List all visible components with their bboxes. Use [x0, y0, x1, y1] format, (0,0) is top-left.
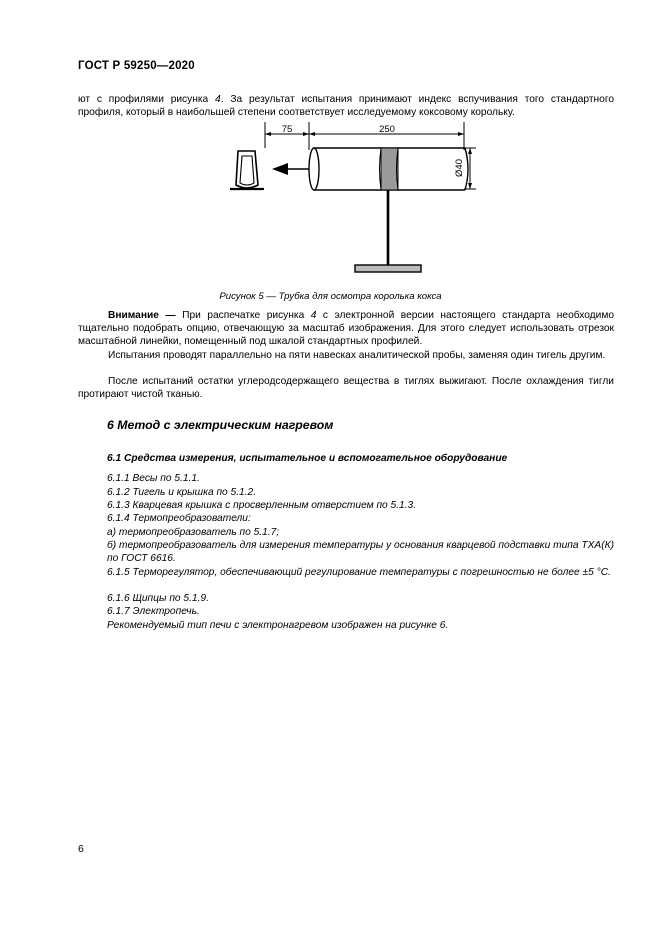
- document-header: ГОСТ Р 59250—2020: [78, 60, 195, 72]
- paragraph-after-tests: После испытаний остатки углеродсодержащего вещества в тиглях выжигают. После охлаждения тигли протирают чистой тканью.: [78, 376, 614, 401]
- subsection-title: 6.1 Средства измерения, испытательное и вспомогательное оборудование: [107, 453, 508, 464]
- list-item: 6.1.7 Электропечь.: [107, 606, 200, 617]
- list-item: а) термопреобразователь по 5.1.7;: [107, 527, 280, 538]
- list-item: 6.1.2 Тигель и крышка по 5.1.2.: [107, 487, 257, 498]
- figure-5-tube-drawing: [0, 118, 661, 290]
- notice-paragraph: [78, 309, 614, 349]
- intro-paragraph: [78, 93, 614, 119]
- intro-text-end: . За результат испытания принимают индекс вспучивания того стандартного профиля, который в наибольшей степени соответствует исследуемому коксовому корольку.: [78, 94, 614, 119]
- figure-caption: Рисунок 5 — Трубка для осмотра королька кокса: [219, 291, 442, 302]
- dim-label-250: 250: [379, 124, 395, 135]
- tube-stand: [355, 190, 421, 272]
- intro-text-start: ют с профилями рисунка: [78, 94, 216, 105]
- list-item: б) термопреобразователь для измерения температуры у основания кварцевой подставки типа ТХА(К) по ГОСТ 6616.: [107, 540, 614, 565]
- dim-label-75: 75: [281, 124, 293, 135]
- paragraph-parallel-tests: Испытания проводят параллельно на пяти навесках аналитической пробы, заменяя один тигель другим.: [108, 350, 606, 361]
- notice-label: Внимание —: [108, 310, 176, 321]
- notice-text-end: с электронной версии настоящего стандарта необходимо тщательно подобрать опцию, отвечающую за масштаб изображения. Для этого следует использовать отрезок масштабной линейки, помещенный под шкалой стандартных профилей.: [78, 310, 614, 348]
- list-item: Рекомендуемый тип печи с электронагревом изображен на рисунке 6.: [107, 620, 449, 631]
- tube-body: [309, 148, 468, 190]
- section-title: 6 Метод с электрическим нагревом: [107, 418, 334, 432]
- list-item: 6.1.1 Весы по 5.1.1.: [107, 473, 200, 484]
- list-item: 6.1.3 Кварцевая крышка с просверленным отверстием по 5.1.3.: [107, 500, 417, 511]
- notice-text-start: При распечатке рисунка: [175, 310, 311, 321]
- page-number: 6: [78, 843, 84, 855]
- intro-figure-ref: 4: [215, 94, 221, 105]
- arrow-icon: [272, 163, 312, 175]
- list-item: 6.1.4 Термопреобразователи:: [107, 513, 251, 524]
- notice-figure-ref: 4: [310, 310, 317, 321]
- crucible-profile: [230, 151, 264, 189]
- list-item: 6.1.6 Щипцы по 5.1.9.: [107, 593, 209, 604]
- dim-label-diameter: Ø40: [454, 159, 465, 177]
- list-item: 6.1.5 Терморегулятор, обеспечивающий регулирование температуры с погрешностью не более ±5 °С.: [107, 567, 611, 578]
